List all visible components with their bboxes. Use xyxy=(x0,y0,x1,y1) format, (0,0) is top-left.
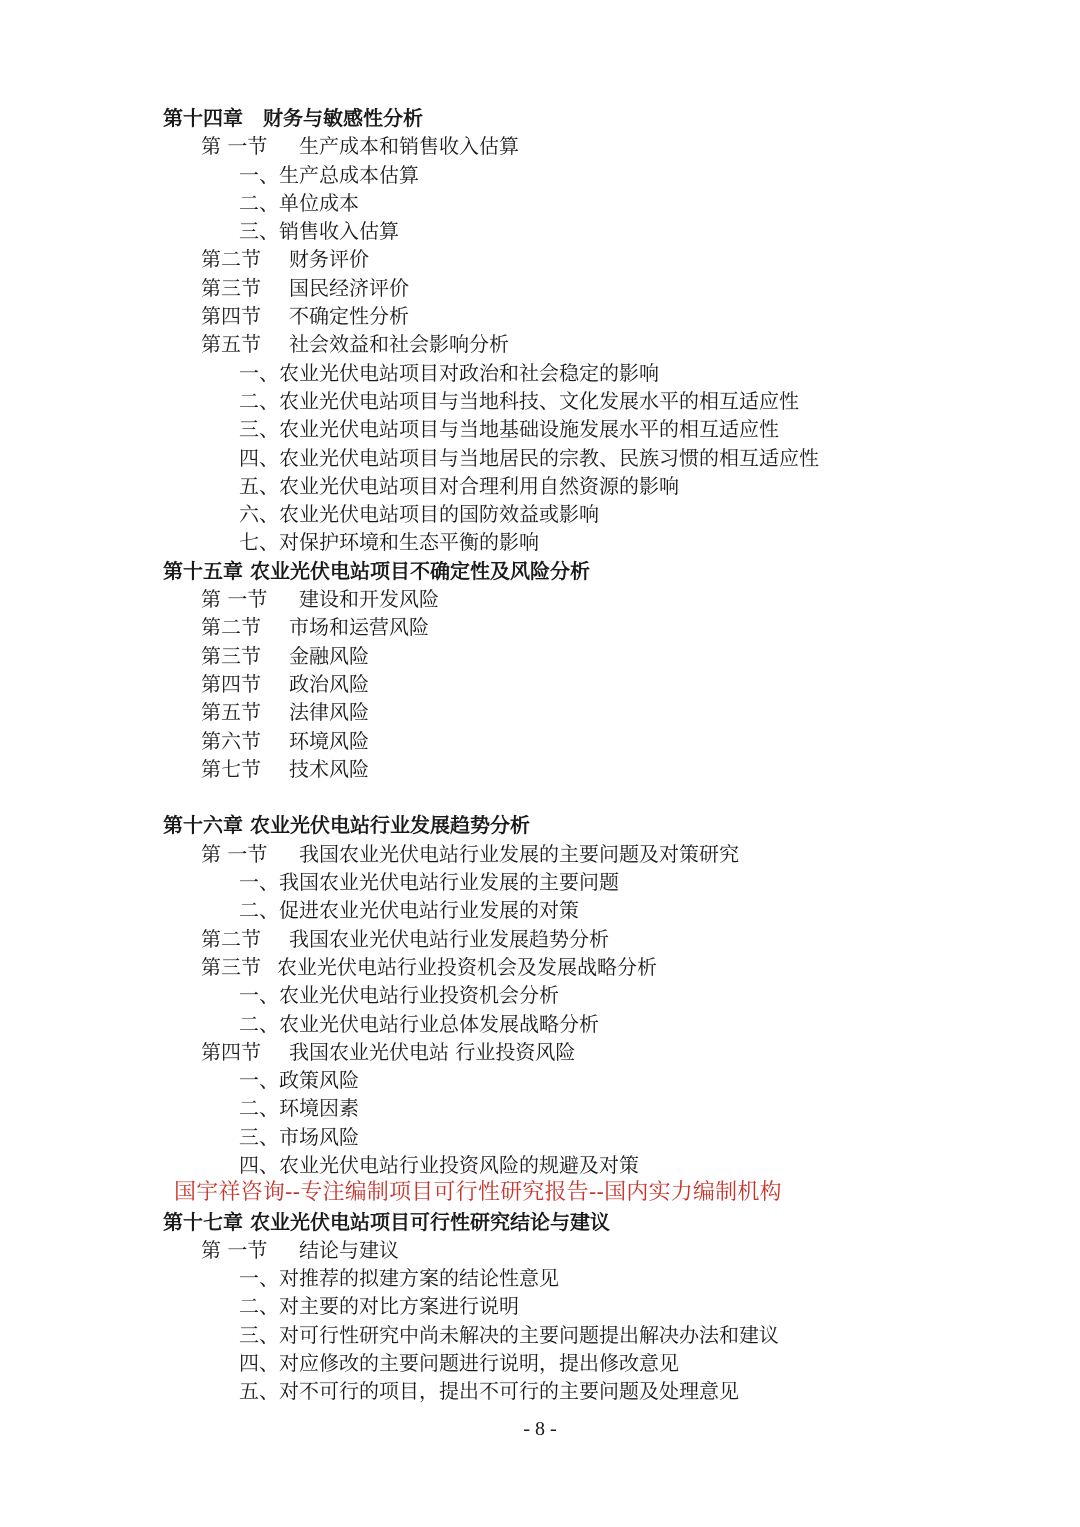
section-entry xyxy=(0,330,1080,358)
subsection-entry: 四、农业光伏电站项目与当地居民的宗教、民族习惯的相互适应性 xyxy=(239,445,819,470)
chapter-heading: 第十四章 财务与敏感性分析 xyxy=(163,106,423,130)
subsection-entry: 一、生产总成本估算 xyxy=(239,162,419,187)
section-label: 第四节 xyxy=(201,304,261,329)
subsection-entry: 二、对主要的对比方案进行说明 xyxy=(239,1294,519,1319)
section-title: 社会效益和社会影响分析 xyxy=(289,332,509,357)
section-label: 第二节 xyxy=(201,247,261,272)
section-entry xyxy=(0,670,1080,698)
section-label: 第三节 xyxy=(201,643,261,668)
section-entry xyxy=(0,727,1080,755)
section-title: 结论与建议 xyxy=(299,1237,399,1262)
subsection-entry: 二、环境因素 xyxy=(239,1096,359,1121)
section-label: 第三节 xyxy=(201,954,261,979)
section-title: 我国农业光伏电站 行业投资风险 xyxy=(289,1039,576,1064)
section-label: 第 一节 xyxy=(201,587,268,612)
section-title: 法律风险 xyxy=(289,700,369,725)
page-number: - 8 - xyxy=(523,1418,557,1440)
subsection-entry: 一、政策风险 xyxy=(239,1068,359,1093)
section-entry xyxy=(0,613,1080,641)
section-entry xyxy=(0,642,1080,670)
subsection-entry: 四、农业光伏电站行业投资风险的规避及对策 xyxy=(239,1152,639,1177)
section-label: 第七节 xyxy=(201,756,261,781)
subsection-entry: 七、对保护环境和生态平衡的影响 xyxy=(239,530,539,555)
subsection-entry: 三、销售收入估算 xyxy=(239,219,399,244)
subsection-entry: 三、对可行性研究中尚未解决的主要问题提出解决办法和建议 xyxy=(239,1322,779,1347)
section-title: 建设和开发风险 xyxy=(299,587,439,612)
subsection-entry: 一、我国农业光伏电站行业发展的主要问题 xyxy=(239,870,619,895)
section-title: 生产成本和销售收入估算 xyxy=(299,134,519,159)
subsection-entry: 五、农业光伏电站项目对合理利用自然资源的影响 xyxy=(239,473,679,498)
chapter-heading: 第十五章 农业光伏电站项目不确定性及风险分析 xyxy=(163,558,590,583)
section-title: 市场和运营风险 xyxy=(289,615,429,640)
section-label: 第 一节 xyxy=(201,1237,268,1262)
subsection-entry: 一、农业光伏电站项目对政治和社会稳定的影响 xyxy=(239,360,659,385)
subsection-entry: 二、促进农业光伏电站行业发展的对策 xyxy=(239,898,579,923)
section-entry xyxy=(0,302,1080,330)
section-entry xyxy=(0,132,1080,160)
section-label: 第五节 xyxy=(201,332,261,357)
chapter-heading: 第十七章 农业光伏电站项目可行性研究结论与建议 xyxy=(163,1209,610,1234)
table-of-contents xyxy=(0,104,1080,1406)
section-entry xyxy=(0,274,1080,302)
subsection-entry: 二、单位成本 xyxy=(239,190,359,215)
section-label: 第 一节 xyxy=(201,134,268,159)
section-entry xyxy=(0,925,1080,953)
section-label: 第四节 xyxy=(201,1039,261,1064)
section-entry xyxy=(0,698,1080,726)
section-title: 技术风险 xyxy=(289,756,369,781)
subsection-entry: 二、农业光伏电站项目与当地科技、文化发展水平的相互适应性 xyxy=(239,388,799,413)
subsection-entry: 五、对不可行的项目，提出不可行的主要问题及处理意见 xyxy=(239,1379,739,1404)
section-title: 我国农业光伏电站行业发展的主要问题及对策研究 xyxy=(299,841,739,866)
section-entry xyxy=(0,585,1080,613)
section-label: 第三节 xyxy=(201,275,261,300)
section-entry xyxy=(0,1038,1080,1066)
section-title: 财务评价 xyxy=(289,247,369,272)
section-label: 第二节 xyxy=(201,615,261,640)
subsection-entry: 一、农业光伏电站行业投资机会分析 xyxy=(239,983,559,1008)
subsection-entry: 三、市场风险 xyxy=(239,1124,359,1149)
section-label: 第 一节 xyxy=(201,841,268,866)
promo-banner: 国宇祥咨询--专注编制项目可行性研究报告--国内实力编制机构 xyxy=(174,1180,782,1206)
section-title: 农业光伏电站行业投资机会及发展战略分析 xyxy=(277,954,657,979)
subsection-entry: 六、农业光伏电站项目的国防效益或影响 xyxy=(239,502,599,527)
subsection-entry: 四、对应修改的主要问题进行说明，提出修改意见 xyxy=(239,1351,679,1376)
subsection-entry: 二、农业光伏电站行业总体发展战略分析 xyxy=(239,1011,599,1036)
section-title: 我国农业光伏电站行业发展趋势分析 xyxy=(289,926,609,951)
section-label: 第六节 xyxy=(201,728,261,753)
subsection-entry: 一、对推荐的拟建方案的结论性意见 xyxy=(239,1266,559,1291)
section-label: 第二节 xyxy=(201,926,261,951)
section-entry xyxy=(0,245,1080,273)
section-entry xyxy=(0,953,1080,981)
section-entry xyxy=(0,755,1080,783)
section-label: 第五节 xyxy=(201,700,261,725)
section-title: 金融风险 xyxy=(289,643,369,668)
blank-line xyxy=(0,783,1080,811)
section-title: 环境风险 xyxy=(289,728,369,753)
section-title: 不确定性分析 xyxy=(289,304,409,329)
section-title: 国民经济评价 xyxy=(289,275,409,300)
subsection-entry: 三、农业光伏电站项目与当地基础设施发展水平的相互适应性 xyxy=(239,417,779,442)
section-title: 政治风险 xyxy=(289,671,369,696)
section-label: 第四节 xyxy=(201,671,261,696)
chapter-heading: 第十六章 农业光伏电站行业发展趋势分析 xyxy=(163,813,530,838)
section-entry xyxy=(0,840,1080,868)
section-entry xyxy=(0,1236,1080,1264)
